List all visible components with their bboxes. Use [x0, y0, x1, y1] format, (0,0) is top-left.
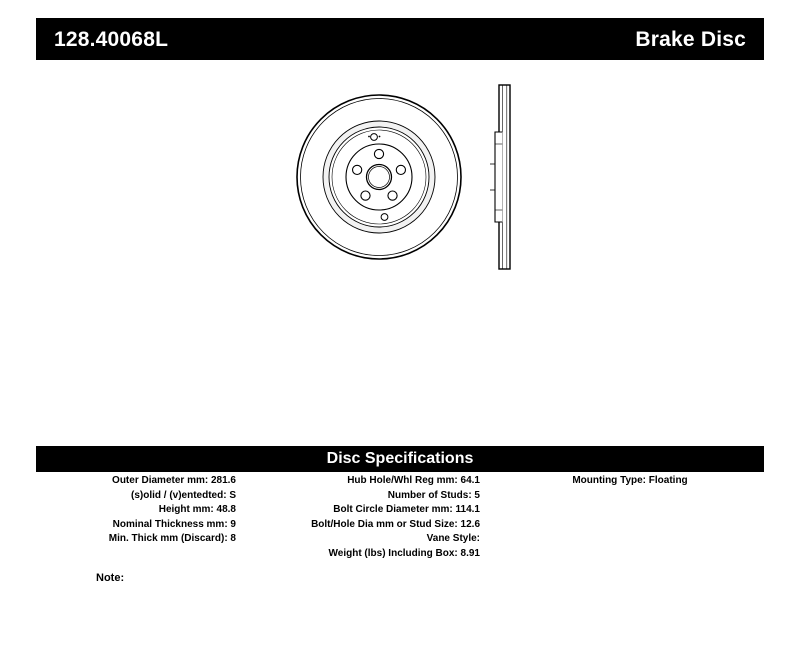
spec-item: (s)olid / (v)entedted: S — [131, 489, 236, 501]
spec-column-middle — [246, 474, 480, 562]
spec-item: Height mm: 48.8 — [158, 504, 236, 516]
spec-item: Number of Studs: 5 — [387, 489, 480, 501]
spec-item: Bolt Circle Diameter mm: 114.1 — [333, 504, 480, 516]
spec-item: Mounting Type: Floating — [572, 475, 688, 486]
spec-item: Min. Thick mm (Discard): 8 — [108, 533, 236, 545]
spec-item: Weight (lbs) Including Box: 8.91 — [328, 547, 480, 559]
disc-specifications-body — [36, 474, 764, 594]
spec-column-left — [36, 474, 236, 547]
spec-item: Vane Style: — [426, 533, 480, 545]
product-type: Brake Disc — [635, 27, 746, 51]
brake-rotor-edge-drawing — [490, 85, 510, 269]
spec-item: Hub Hole/Whl Reg mm: 64.1 — [347, 475, 480, 486]
spec-item: Nominal Thickness mm: 9 — [112, 518, 236, 530]
disc-specifications-title: Disc Specifications — [326, 450, 474, 467]
note-label: Note: — [96, 572, 125, 584]
brake-rotor-face-drawing — [297, 95, 461, 259]
spec-item: Bolt/Hole Dia mm or Stud Size: 12.6 — [311, 518, 480, 530]
disc-specifications-bar — [36, 446, 764, 472]
header-bar — [36, 18, 764, 60]
spec-column-right — [496, 474, 764, 489]
spec-item: Outer Diameter mm: 281.6 — [112, 475, 236, 486]
technical-drawing — [36, 72, 764, 422]
part-number: 128.40068L — [54, 27, 169, 51]
